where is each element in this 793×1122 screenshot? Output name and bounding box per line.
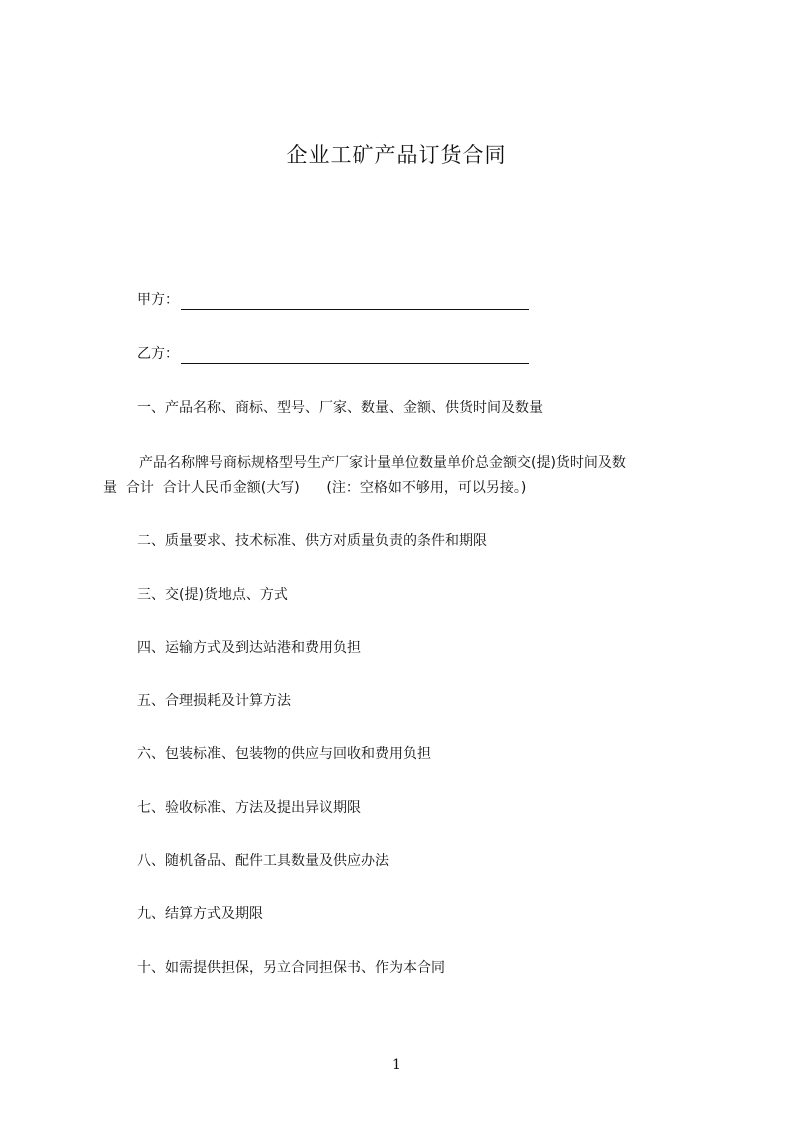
product-items-line-1: 产品名称牌号商标规格型号生产厂家计量单位数量单价总金额交(提)货时间及数 (139, 455, 626, 471)
party-a-line (137, 290, 529, 310)
clause-1-product-info: 一、产品名称、商标、型号、厂家、数量、金额、供货时间及数量 (137, 400, 543, 416)
party-b-line (137, 344, 529, 364)
product-items-paragraph (103, 451, 723, 501)
product-items-line-2: 量 合计 合计人民币金额(大写) (注：空格如不够用，可以另接。) (103, 480, 527, 496)
clause-9-settlement: 九、结算方式及期限 (137, 906, 263, 922)
party-b-blank-field (181, 346, 529, 364)
clause-8-spare-parts: 八、随机备品、配件工具数量及供应办法 (137, 853, 389, 869)
party-a-blank-field (181, 292, 529, 310)
party-b-label: 乙方： (137, 346, 179, 362)
clause-4-transport: 四、运输方式及到达站港和费用负担 (137, 640, 361, 656)
clause-6-packaging: 六、包装标准、包装物的供应与回收和费用负担 (137, 746, 431, 762)
document-title: 企业工矿产品订货合同 (286, 143, 507, 167)
page-number: 1 (392, 1057, 401, 1073)
clause-3-delivery: 三、交(提)货地点、方式 (137, 587, 288, 603)
clause-7-acceptance: 七、验收标准、方法及提出异议期限 (137, 800, 361, 816)
clause-2-quality: 二、质量要求、技术标准、供方对质量负责的条件和期限 (137, 533, 487, 549)
clause-10-guarantee: 十、如需提供担保，另立合同担保书、作为本合同 (137, 960, 445, 976)
party-a-label: 甲方： (137, 292, 179, 308)
clause-5-loss: 五、合理损耗及计算方法 (137, 693, 291, 709)
